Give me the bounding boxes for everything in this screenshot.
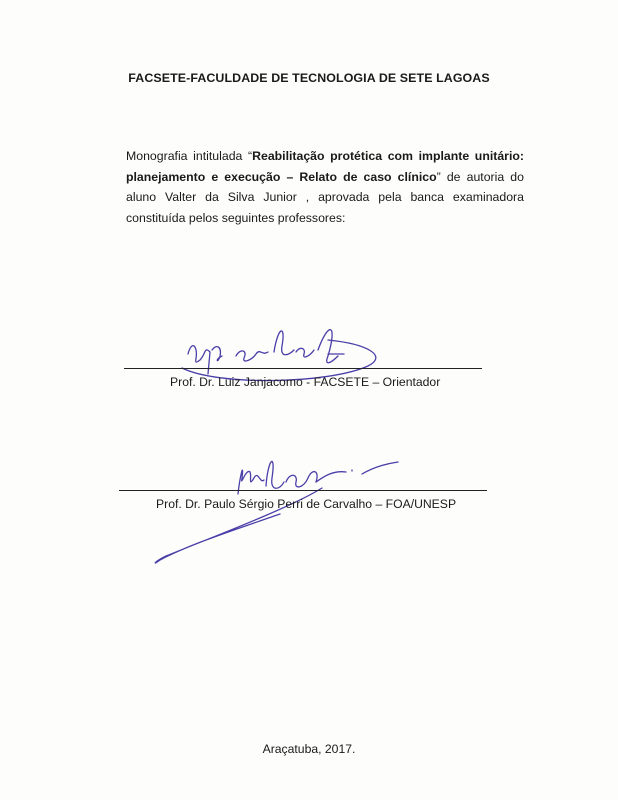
institution-heading: FACSETE-FACULDADE DE TECNOLOGIA DE SETE LAGOAS: [128, 71, 490, 85]
approval-rest: ” de autoria do aluno Valter da Silva Junior , aprovada pela banca examinadora constituída pelos seguintes professores:: [126, 169, 524, 225]
monograph-title: Reabilitação protética com implante unitário: planejamento e execução – Relato de caso clínico: [126, 149, 524, 184]
signature-line-1: [124, 368, 482, 369]
signature-line-2: [119, 490, 487, 491]
approval-paragraph: [126, 146, 524, 228]
examiner-2-label: Prof. Dr. Paulo Sérgio Perri de Carvalho – FOA/UNESP: [156, 497, 457, 511]
signature-2-icon: [140, 448, 410, 578]
examiner-1-label: Prof. Dr. Luiz Janjacomo - FACSETE – Orientador: [170, 375, 441, 389]
approval-intro: Monografia intitulada “: [126, 149, 253, 163]
place-date: Araçatuba, 2017.: [262, 742, 356, 756]
